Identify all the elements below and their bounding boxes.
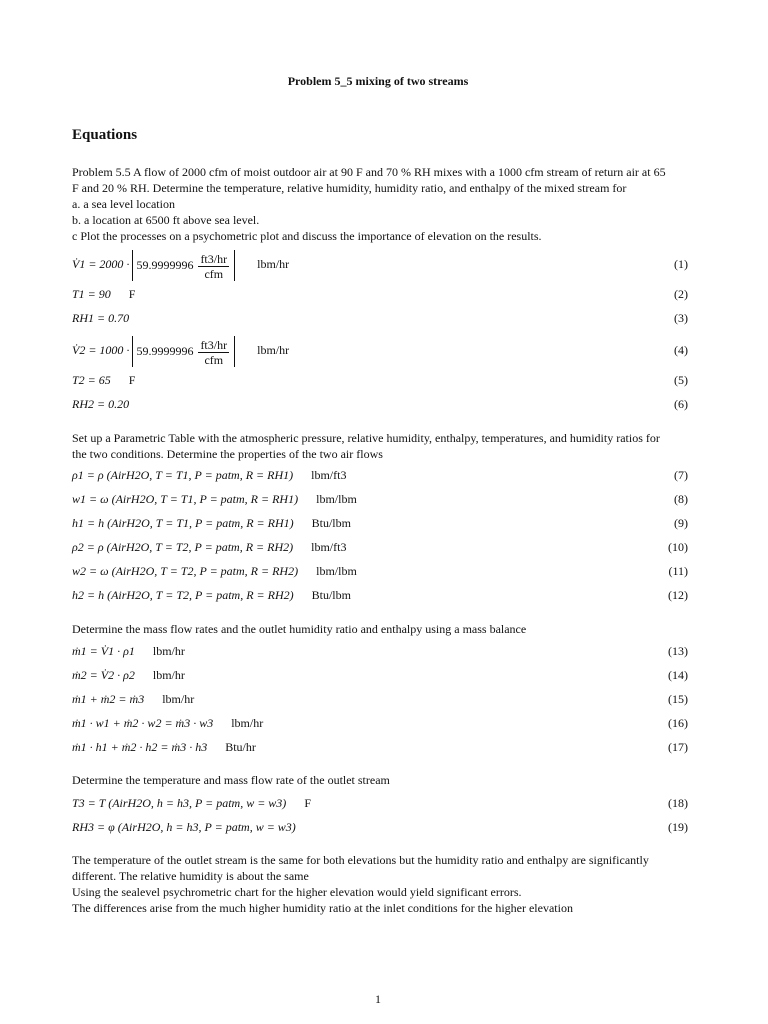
equation-number: (16) xyxy=(668,716,688,730)
equation-text: ṁ1 = V̇1 · ρ1 xyxy=(72,644,135,658)
equation-unit: lbm/lbm xyxy=(316,564,357,578)
equation-unit: lbm/hr xyxy=(231,716,264,730)
equation-18 xyxy=(72,795,688,817)
equation-16 xyxy=(72,715,688,737)
conclusion-paragraph xyxy=(72,852,692,916)
equation-3 xyxy=(72,310,688,332)
equation-1 xyxy=(72,244,688,284)
equation-8 xyxy=(72,491,688,513)
equation-text: ṁ2 = V̇2 · ρ2 xyxy=(72,668,135,682)
equation-12 xyxy=(72,587,688,609)
text-line: The differences arise from the much higher humidity ratio at the inlet conditions for the higher elevation xyxy=(72,901,573,915)
equation-number: (7) xyxy=(674,468,688,482)
equation-unit: lbm/hr xyxy=(152,644,185,658)
equation-10 xyxy=(72,539,688,561)
text-line: a. a sea level location xyxy=(72,197,175,211)
equation-text: RH3 = φ (AirH2O, h = h3, P = patm, w = w3) xyxy=(72,820,296,834)
equation-number: (11) xyxy=(668,564,688,578)
mass-balance-paragraph xyxy=(72,621,692,637)
equation-unit: Btu/lbm xyxy=(311,588,351,602)
text-line: c Plot the processes on a psychometric plot and discuss the importance of elevation on the results. xyxy=(72,229,542,243)
problem-statement xyxy=(72,164,692,244)
text-line: Determine the mass flow rates and the outlet humidity ratio and enthalpy using a mass balance xyxy=(72,622,527,636)
equation-text: RH1 = 0.70 xyxy=(72,311,130,325)
equation-unit: lbm/ft3 xyxy=(311,540,347,554)
equation-text: ρ1 = ρ (AirH2O, T = T1, P = patm, R = RH1) xyxy=(72,468,294,482)
text-line: different. The relative humidity is about the same xyxy=(72,869,309,883)
equation-unit: Btu/lbm xyxy=(311,516,351,530)
equation-number: (8) xyxy=(674,492,688,506)
equation-lhs: V̇2 = 1000 · xyxy=(72,343,133,357)
equation-text: w1 = ω (AirH2O, T = T1, P = patm, R = RH1) xyxy=(72,492,299,506)
equation-text: h1 = h (AirH2O, T = T1, P = patm, R = RH1) xyxy=(72,516,294,530)
equation-15 xyxy=(72,691,688,713)
equation-number: (4) xyxy=(674,343,688,357)
equation-number: (9) xyxy=(674,516,688,530)
equation-number: (17) xyxy=(668,740,688,754)
equation-number: (10) xyxy=(668,540,688,554)
conversion-value: 59.9999996 xyxy=(136,257,194,272)
text-line: The temperature of the outlet stream is the same for both elevations but the humidity ratio and enthalpy are significantly xyxy=(72,853,649,867)
page-title: Problem 5_5 mixing of two streams xyxy=(287,74,469,88)
unit-fraction xyxy=(198,252,229,281)
equation-text: ṁ1 + ṁ2 = ṁ3 xyxy=(72,692,145,706)
fraction-numerator: ft3/hr xyxy=(200,251,228,266)
equation-text: T1 = 90 xyxy=(72,287,111,301)
equation-text: ṁ1 · h1 + ṁ2 · h2 = ṁ3 · h3 xyxy=(72,740,208,754)
equation-6 xyxy=(72,396,688,418)
equation-2 xyxy=(72,286,688,308)
fraction-numerator: ft3/hr xyxy=(200,337,228,352)
equation-number: (13) xyxy=(668,644,688,658)
equation-lhs: V̇1 = 2000 · xyxy=(72,257,133,271)
equation-4 xyxy=(72,330,688,370)
text-line: Problem 5.5 A flow of 2000 cfm of moist outdoor air at 90 F and 70 % RH mixes with a 1000 cfm stream of return air at 65 xyxy=(72,165,666,179)
equation-19 xyxy=(72,819,688,841)
equation-unit: F xyxy=(128,287,136,301)
equation-text: w2 = ω (AirH2O, T = T2, P = patm, R = RH2) xyxy=(72,564,299,578)
text-line: F and 20 % RH. Determine the temperature, relative humidity, humidity ratio, and enthalpy of the mixed stream for xyxy=(72,181,627,195)
equation-unit: lbm/lbm xyxy=(316,492,357,506)
equation-unit: F xyxy=(304,796,311,810)
text-line: b. a location at 6500 ft above sea level. xyxy=(72,213,260,227)
equation-text: ρ2 = ρ (AirH2O, T = T2, P = patm, R = RH2) xyxy=(72,540,294,554)
fraction-denominator: cfm xyxy=(204,266,224,281)
equation-unit: lbm/hr xyxy=(162,692,195,706)
equation-number: (3) xyxy=(674,311,688,325)
equation-9 xyxy=(72,515,688,537)
equation-number: (5) xyxy=(674,373,688,387)
equation-text: ṁ1 · w1 + ṁ2 · w2 = ṁ3 · w3 xyxy=(72,716,214,730)
equation-unit: lbm/hr xyxy=(257,343,290,357)
section-heading: Equations xyxy=(72,127,138,143)
unit-conversion-box xyxy=(132,250,235,281)
text-line: Determine the temperature and mass flow rate of the outlet stream xyxy=(72,773,390,787)
equation-unit: lbm/hr xyxy=(152,668,185,682)
equation-text: T2 = 65 xyxy=(72,373,111,387)
equation-number: (12) xyxy=(668,588,688,602)
text-line: the two conditions. Determine the properties of the two air flows xyxy=(72,447,383,461)
equation-number: (14) xyxy=(668,668,688,682)
equation-unit: F xyxy=(128,373,136,387)
equation-number: (6) xyxy=(674,397,688,411)
equation-11 xyxy=(72,563,688,585)
equation-number: (15) xyxy=(668,692,688,706)
equation-13 xyxy=(72,643,688,665)
equation-17 xyxy=(72,739,688,761)
equation-number: (2) xyxy=(674,287,688,301)
equation-text: RH2 = 0.20 xyxy=(72,397,130,411)
conversion-value: 59.9999996 xyxy=(136,343,194,358)
equation-text: T3 = T (AirH2O, h = h3, P = patm, w = w3) xyxy=(72,796,287,810)
equation-number: (1) xyxy=(674,257,688,271)
equation-number: (19) xyxy=(668,820,688,834)
text-line: Using the sealevel psychrometric chart for the higher elevation would yield significant errors. xyxy=(72,885,522,899)
equation-text: h2 = h (AirH2O, T = T2, P = patm, R = RH2) xyxy=(72,588,294,602)
page-number: 1 xyxy=(375,992,381,1006)
equation-7 xyxy=(72,467,688,489)
unit-fraction xyxy=(198,338,229,367)
outlet-stream-paragraph xyxy=(72,772,692,788)
text-line: Set up a Parametric Table with the atmospheric pressure, relative humidity, enthalpy, temperatures, and humidity ratios for xyxy=(72,431,660,445)
parametric-table-paragraph xyxy=(72,430,692,462)
equation-unit: lbm/ft3 xyxy=(311,468,347,482)
equation-5 xyxy=(72,372,688,394)
equation-unit: lbm/hr xyxy=(257,257,290,271)
fraction-denominator: cfm xyxy=(204,352,224,367)
equation-14 xyxy=(72,667,688,689)
equation-unit: Btu/hr xyxy=(225,740,256,754)
equation-number: (18) xyxy=(668,796,688,810)
unit-conversion-box xyxy=(132,336,235,367)
